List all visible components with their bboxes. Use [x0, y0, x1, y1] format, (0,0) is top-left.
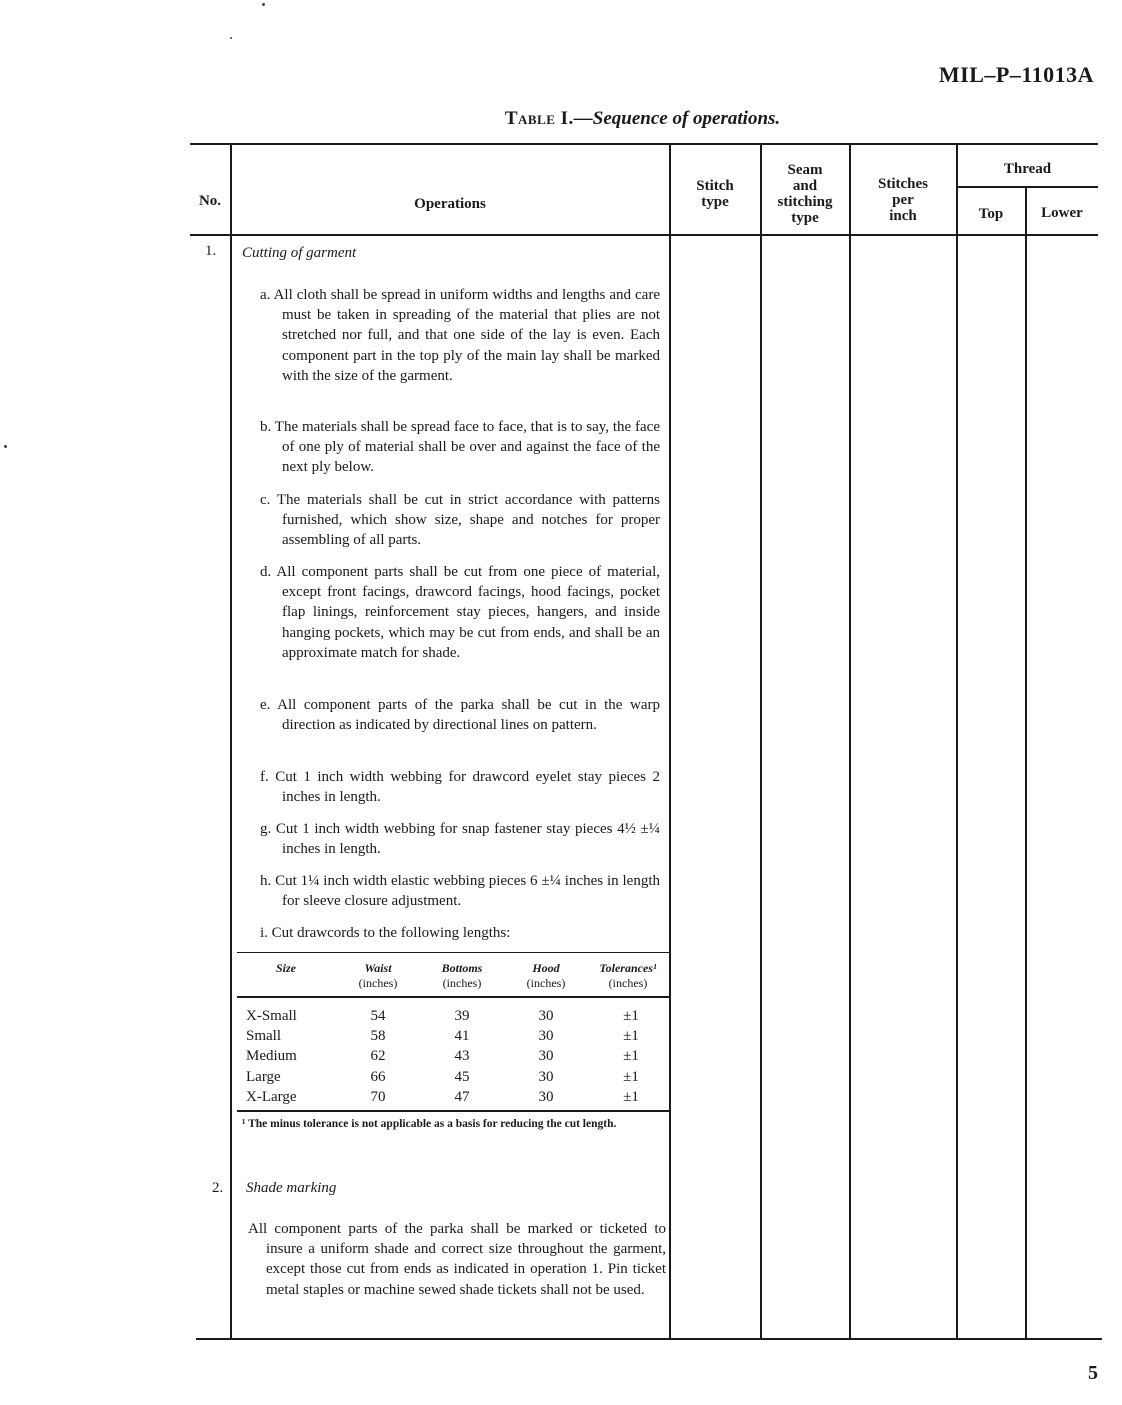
subtable-header-text: Bottoms [441, 961, 483, 975]
header-seam-type-line: Seam [787, 162, 823, 178]
subtable-cell: Large [246, 1068, 281, 1085]
subtable-cell: 30 [538, 1028, 554, 1045]
col-divider-thread [1025, 188, 1027, 1338]
subtable-cell: Small [246, 1028, 282, 1045]
operation-text: All component parts of the parka shall be marked or ticketed to insure a uniform shade and correct size throughout the garment, except those cut from ends as indicated in operation 1. Pin ticket metal staples or machine sewed shade tickets shall not be used. [248, 1221, 666, 1298]
subtable-cell: 30 [538, 1088, 554, 1105]
header-stitches-per-inch [850, 176, 956, 224]
subtable-header-hood [512, 961, 580, 991]
subtable-tolerance-column [593, 1006, 669, 1107]
header-stitch-type [670, 178, 760, 210]
operation-step: h. Cut 1¼ inch width elastic webbing pieces 6 ±¼ inches in length for sleeve closure adjustment. [260, 873, 660, 910]
subtable-cell: 30 [538, 1068, 554, 1085]
subtable-cell: 30 [538, 1048, 554, 1065]
header-thread-lower: Lower [1041, 205, 1083, 221]
subtable-header-text: Hood [532, 961, 560, 975]
subtable-cell: 62 [370, 1048, 386, 1065]
table-title-text: Sequence of operations. [592, 108, 781, 129]
subtable-footnote: ¹ The minus tolerance is not applicable as a basis for reducing the cut length. [242, 1118, 617, 1130]
operation-title: Shade marking [246, 1180, 337, 1196]
operation-step: d. All component parts shall be cut from one piece of material, except front facings, drawcord facings, hood facings, pocket flap linings, reinforcement stay pieces, hangers, and inside hanging pockets, which may be cut from ends, and shall be an approximate match for shade. [260, 564, 660, 661]
subtable-cell: ±1 [623, 1048, 639, 1065]
header-operations: Operations [414, 196, 486, 212]
header-stitches-line: Stitches [878, 176, 928, 192]
operation-title: Cutting of garment [242, 245, 357, 261]
operation-step: c. The materials shall be cut in strict accordance with patterns furnished, which show size, shape and notches for proper assembling of all parts. [260, 492, 660, 549]
operation-number: 1. [205, 243, 217, 259]
subtable-cell: ±1 [623, 1088, 639, 1105]
page-number: 5 [1088, 1362, 1098, 1384]
subtable-header-size [256, 961, 316, 976]
table-label: Table I. [504, 108, 574, 129]
subtable-cell: X-Small [246, 1008, 297, 1024]
operation-step: b. The materials shall be spread face to face, that is to say, the face of one ply of material shall be over and against the face of the next ply below. [260, 419, 660, 476]
subtable-cell: ±1 [623, 1028, 639, 1045]
subtable-cell: 58 [370, 1028, 386, 1045]
subtable-cell: 47 [454, 1088, 470, 1105]
table-bottom-rule [196, 1338, 1102, 1340]
subtable-cell: 54 [370, 1008, 386, 1024]
subtable-top-rule [237, 952, 669, 953]
header-thread-top: Top [978, 206, 1004, 222]
col-divider-stitches [956, 145, 958, 1338]
header-no: No. [198, 193, 222, 209]
subtable-header-text: Waist [364, 961, 392, 975]
scan-speck [4, 445, 7, 448]
subtable-header-waist [345, 961, 411, 991]
col-divider-operations [669, 145, 671, 1338]
header-seam-type-line: stitching [777, 194, 833, 210]
operation-step: f. Cut 1 inch width webbing for drawcord eyelet stay pieces 2 inches in length. [260, 769, 660, 806]
subtable-header-text: Size [275, 961, 296, 975]
operation-step: a. All cloth shall be spread in uniform widths and lengths and care must be taken in spreading of the material that plies are not stretched nor full, and that one side of the lay is even. Each component part in the top ply of the main lay shall be marked with the size of the garment. [260, 287, 660, 384]
subtable-header-tolerances [589, 961, 667, 991]
header-stitch-type-line: Stitch [696, 178, 734, 194]
subtable-header-unit: (inches) [358, 976, 398, 990]
subtable-header-bottoms [428, 961, 496, 991]
subtable-bottoms-column [428, 1006, 496, 1107]
subtable-cell: ±1 [623, 1068, 639, 1085]
subtable-cell: 30 [538, 1008, 554, 1024]
subtable-hood-column [512, 1006, 580, 1107]
header-stitches-line: inch [889, 208, 917, 224]
subtable-size-column [246, 1006, 297, 1107]
scan-speck [262, 3, 265, 6]
thread-header-rule [956, 186, 1098, 188]
table-title-dash: — [573, 108, 593, 129]
subtable-header-rule [237, 996, 669, 998]
subtable-cell: 39 [454, 1008, 470, 1024]
subtable-cell: 41 [454, 1028, 470, 1045]
document-id: MIL–P–11013A [938, 62, 1094, 87]
scan-speck [230, 37, 232, 39]
subtable-cell: 66 [370, 1068, 386, 1085]
subtable-header-unit: (inches) [526, 976, 566, 990]
subtable-bottom-rule [237, 1110, 669, 1112]
subtable-waist-column [345, 1006, 411, 1107]
subtable-cell: X-Large [246, 1088, 297, 1105]
subtable-cell: 43 [454, 1048, 470, 1065]
table-top-rule [190, 143, 1098, 145]
subtable-cell: Medium [246, 1048, 297, 1065]
header-thread: Thread [1003, 161, 1052, 177]
subtable-header-text: Tolerances¹ [599, 961, 657, 975]
col-divider-no [230, 145, 232, 1338]
operation-step: i. Cut drawcords to the following lengths: [260, 925, 511, 941]
header-stitches-line: per [892, 192, 914, 208]
subtable-cell: ±1 [623, 1008, 639, 1024]
operation-step: e. All component parts of the parka shall be cut in the warp direction as indicated by directional lines on pattern. [260, 697, 660, 734]
subtable-cell: 45 [454, 1068, 470, 1085]
table-title [0, 108, 1122, 130]
operation-number: 2. [212, 1180, 224, 1196]
operation-step: g. Cut 1 inch width webbing for snap fastener stay pieces 4½ ±¼ inches in length. [260, 821, 660, 858]
header-stitch-type-line: type [701, 194, 729, 210]
col-divider-stitch [760, 145, 762, 1338]
header-seam-type-line: and [792, 178, 818, 194]
subtable-header-unit: (inches) [608, 976, 648, 990]
header-seam-type [761, 162, 849, 226]
col-divider-seam [849, 145, 851, 1338]
subtable-header-unit: (inches) [442, 976, 482, 990]
header-bottom-rule [190, 234, 1098, 236]
subtable-cell: 70 [370, 1088, 386, 1105]
header-seam-type-line: type [791, 210, 819, 226]
